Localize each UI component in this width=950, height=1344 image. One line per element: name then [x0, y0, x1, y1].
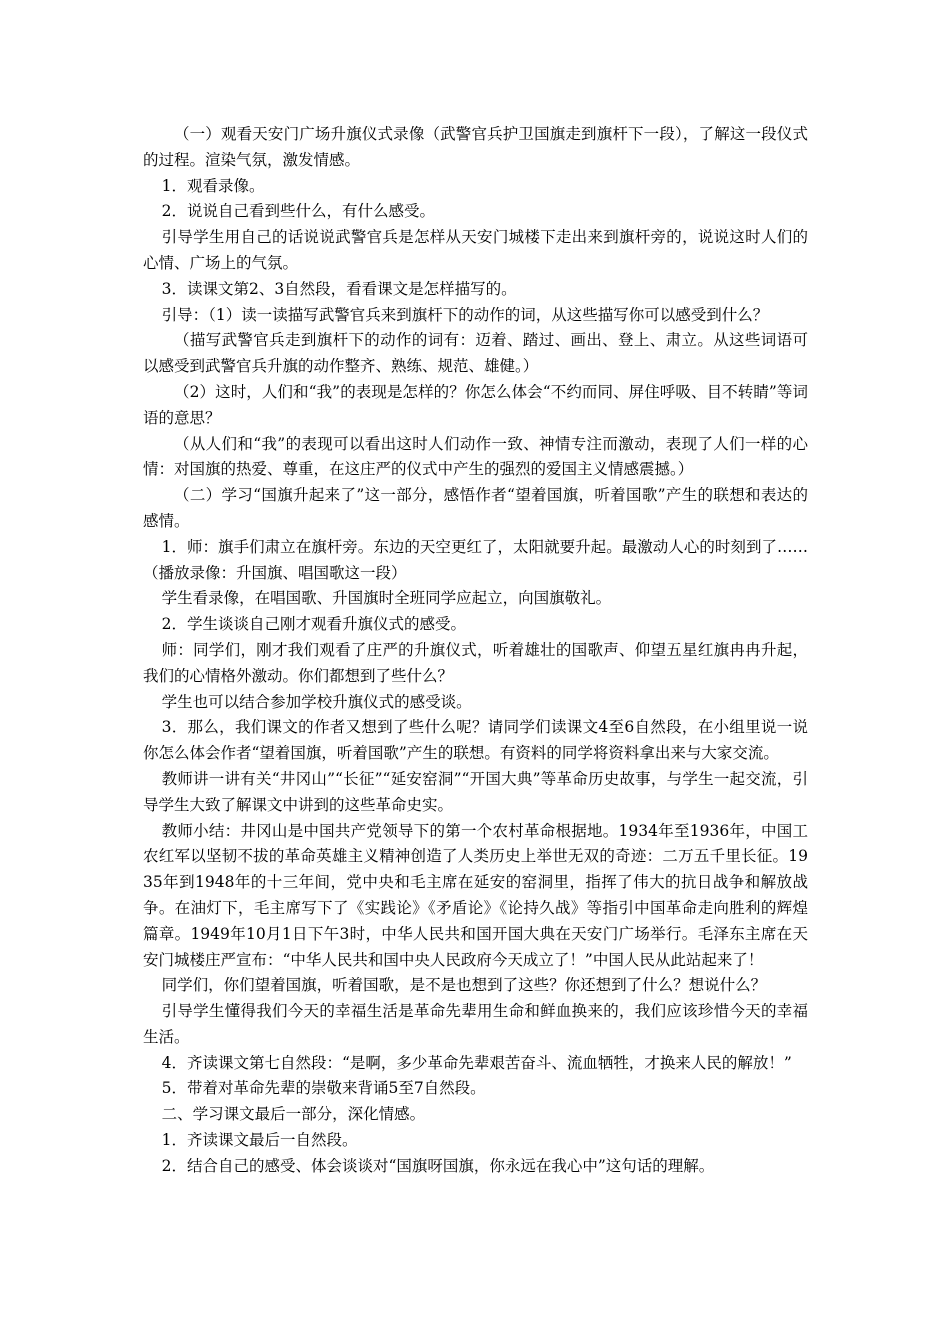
paragraph-12: 学生看录像，在唱国歌、升国旗时全班同学应起立，向国旗敬礼。	[161, 589, 612, 608]
paragraph-15: 学生也可以结合参加学校升旗仪式的感受谈。	[161, 692, 472, 711]
paragraph-18: 教师小结：井冈山是中国共产党领导下的第一个农村革命根据地。1934年至1936年，中国工农红军以坚韧不拔的革命英雄主义精神创造了人类历史上举世无双的奇迹：二万五千里长征。1935年到1948年的十三年间，党中央和毛主席在延安的窑洞里，指挥了伟大的抗日战争和解放战争。在油灯下，毛主席写下了《实践论》《矛盾论》《论持久战》等指引中国革命走向胜利的辉煌篇章。1949年10月1日下午3时，中华人民共和国开国大典在天安门广场举行。毛泽东主席在天安门城楼庄严宣布：“中华人民共和国中央人民政府今天成立了！”中国人民从此站起来了！	[143, 821, 808, 969]
paragraph-25: 2．结合自己的感受、体会谈谈对“国旗呀国旗，你永远在我心中”这句话的理解。	[161, 1156, 715, 1175]
paragraph-3: 2．说说自己看到些什么，有什么感受。	[161, 202, 435, 221]
paragraph-5: 3．读课文第2、3自然段，看看课文是怎样描写的。	[161, 279, 517, 298]
paragraph-24: 1．齐读课文最后一自然段。	[161, 1131, 358, 1150]
paragraph-14: 师：同学们，刚才我们观看了庄严的升旗仪式，听着雄壮的国歌声、仰望五星红旗冉冉升起，我们的心情格外激动。你们都想到了些什么？	[143, 640, 808, 685]
paragraph-8: （2）这时，人们和“我”的表现是怎样的？你怎么体会“不约而同、屏住呼吸、目不转睛”等词语的意思？	[143, 382, 808, 427]
paragraph-23: 二、学习课文最后一部分，深化情感。	[161, 1105, 426, 1124]
paragraph-21: 4．齐读课文第七自然段：“是啊，多少革命先辈艰苦奋斗、流血牺牲，才换来人民的解放！”	[161, 1053, 792, 1072]
paragraph-13: 2．学生谈谈自己刚才观看升旗仪式的感受。	[161, 615, 466, 634]
paragraph-9: （从人们和“我”的表现可以看出这时人们动作一致、神情专注而激动，表现了人们一样的心情：对国旗的热爱、尊重，在这庄严的仪式中产生的强烈的爱国主义情感震撼。）	[143, 434, 808, 479]
paragraph-4: 引导学生用自己的话说说武警官兵是怎样从天安门城楼下走出来到旗杆旁的，说说这时人们的心情、广场上的气氛。	[143, 228, 808, 272]
document-page	[143, 122, 808, 1180]
paragraph-1: （一）观看天安门广场升旗仪式录像（武警官兵护卫国旗走到旗杆下一段），了解这一段仪式的过程。渲染气氛，激发情感。	[143, 125, 808, 169]
paragraph-20: 引导学生懂得我们今天的幸福生活是革命先辈用生命和鲜血换来的，我们应该珍惜今天的幸福生活。	[143, 1002, 808, 1046]
paragraph-22: 5．带着对革命先辈的崇敬来背诵5至7自然段。	[161, 1079, 486, 1098]
paragraph-10: （二）学习“国旗升起来了”这一部分，感悟作者“望着国旗，听着国歌”产生的联想和表达的感情。	[143, 486, 808, 530]
paragraph-6: 引导：（1）读一读描写武警官兵来到旗杆下的动作的词，从这些描写你可以感受到什么？	[161, 305, 769, 324]
paragraph-11: 1．师：旗手们肃立在旗杆旁。东边的天空更红了，太阳就要升起。最激动人心的时刻到了……（播放录像：升国旗、唱国歌这一段）	[143, 537, 808, 582]
paragraph-16: 3．那么，我们课文的作者又想到了些什么呢？请同学们读课文4至6自然段，在小组里说一说你怎么体会作者“望着国旗，听着国歌”产生的联想。有资料的同学将资料拿出来与大家交流。	[143, 718, 808, 763]
paragraph-7: （描写武警官兵走到旗杆下的动作的词有：迈着、踏过、画出、登上、肃立。从这些词语可以感受到武警官兵升旗的动作整齐、熟练、规范、雄健。）	[143, 331, 808, 376]
paragraph-19: 同学们，你们望着国旗，听着国歌，是不是也想到了这些？你还想到了什么？想说什么？	[161, 976, 767, 995]
paragraph-17: 教师讲一讲有关“井冈山”“长征”“延安窑洞”“开国大典”等革命历史故事，与学生一起交流，引导学生大致了解课文中讲到的这些革命史实。	[143, 769, 808, 814]
paragraph-2: 1．观看录像。	[161, 176, 265, 195]
